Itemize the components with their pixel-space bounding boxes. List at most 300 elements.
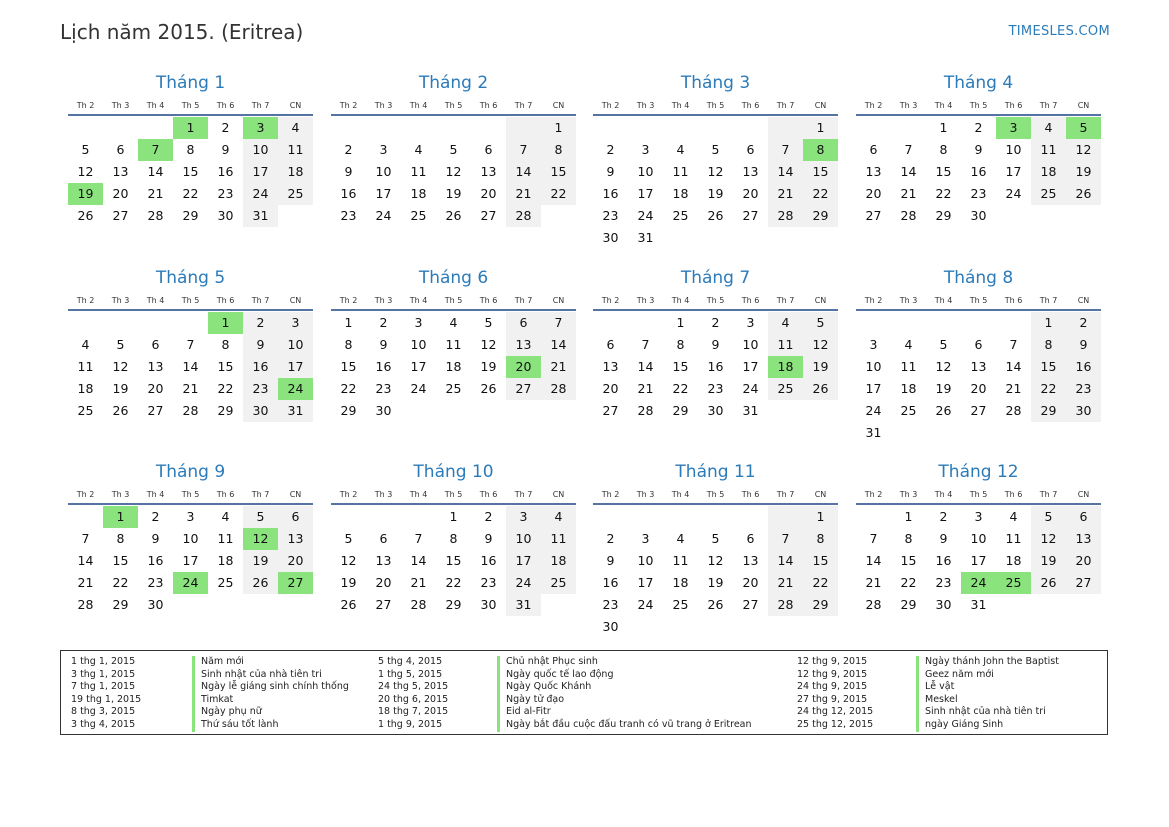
weekday-header-row (331, 485, 576, 503)
day-cell: 25 (77, 403, 94, 418)
week-row (856, 528, 1101, 550)
weekday-header-row (331, 291, 576, 309)
weekday-header: Th 4 (934, 100, 953, 110)
week-row (331, 400, 576, 422)
day-cell: 18 (1005, 553, 1022, 568)
week-row (593, 594, 838, 616)
empty-day-cell (856, 312, 891, 334)
day-cell: 12 (340, 553, 357, 568)
empty-day-cell (768, 117, 803, 139)
day-cell: 15 (803, 161, 838, 183)
holiday-day-cell: 1 (103, 506, 138, 528)
month-3 (593, 72, 838, 249)
empty-day-cell (663, 227, 698, 249)
weekday-header-row (68, 485, 313, 503)
legend-holiday-name: Eid al-Fitr (497, 706, 551, 719)
day-cell: 30 (935, 597, 952, 612)
empty-day-cell (768, 227, 803, 249)
day-cell: 7 (541, 312, 576, 334)
day-cell: 3 (746, 315, 755, 330)
day-cell: 30 (602, 619, 619, 634)
day-cell: 18 (541, 550, 576, 572)
day-cell: 18 (672, 186, 689, 201)
day-cell: 31 (243, 205, 278, 227)
month-title: Tháng 5 (155, 268, 226, 288)
holiday-day-cell: 24 (961, 572, 996, 594)
week-row (68, 117, 313, 139)
day-cell: 5 (449, 142, 458, 157)
empty-day-cell (138, 117, 173, 139)
empty-day-cell (593, 312, 628, 334)
day-cell: 13 (865, 164, 882, 179)
empty-day-cell (103, 312, 138, 334)
day-cell: 7 (768, 139, 803, 161)
day-cell: 12 (707, 553, 724, 568)
day-cell: 6 (506, 312, 541, 334)
weekday-header: Th 5 (706, 100, 725, 110)
legend-column (797, 656, 1169, 732)
empty-day-cell (68, 506, 103, 528)
day-cell: 8 (1031, 334, 1066, 356)
day-cell: 12 (112, 359, 129, 374)
legend-holiday-name: Geez năm mới (916, 669, 994, 682)
day-cell: 15 (445, 553, 462, 568)
weekday-header: CN (1077, 295, 1090, 305)
day-cell: 26 (243, 572, 278, 594)
day-cell: 1 (1031, 312, 1066, 334)
empty-day-cell (698, 117, 733, 139)
day-cell: 28 (1005, 403, 1022, 418)
day-cell: 29 (900, 597, 917, 612)
day-cell: 24 (410, 381, 427, 396)
day-cell: 19 (803, 356, 838, 378)
day-cell: 16 (935, 553, 952, 568)
day-cell: 2 (606, 531, 615, 546)
day-cell: 7 (641, 337, 650, 352)
legend-date: 25 thg 12, 2015 (797, 718, 874, 730)
empty-day-cell (278, 594, 313, 616)
day-cell: 10 (375, 164, 392, 179)
weekday-header-row (68, 96, 313, 114)
day-cell: 16 (217, 164, 234, 179)
empty-day-cell (506, 400, 541, 422)
empty-day-cell (593, 506, 628, 528)
day-cell: 13 (742, 164, 759, 179)
day-cell: 15 (340, 359, 357, 374)
empty-day-cell (698, 227, 733, 249)
empty-day-cell (1066, 422, 1101, 444)
day-cell: 21 (768, 183, 803, 205)
weekday-header: CN (552, 100, 565, 110)
empty-day-cell (243, 594, 278, 616)
weekday-header: Th 7 (251, 295, 270, 305)
day-cell: 28 (637, 403, 654, 418)
empty-day-cell (733, 227, 768, 249)
empty-day-cell (733, 117, 768, 139)
legend-holiday-name: Ngày Quốc Khánh (497, 681, 591, 694)
weekday-header: Th 3 (111, 489, 130, 499)
day-cell: 22 (217, 381, 234, 396)
empty-day-cell (733, 616, 768, 638)
legend-date: 1 thg 5, 2015 (378, 668, 443, 680)
weekday-header: Th 3 (636, 295, 655, 305)
week-row (331, 378, 576, 400)
week-row (856, 550, 1101, 572)
day-cell: 24 (637, 597, 654, 612)
weekday-header: Th 2 (76, 100, 95, 110)
legend-item (797, 681, 1169, 694)
day-cell: 5 (484, 315, 493, 330)
day-cell: 8 (541, 139, 576, 161)
weekday-header: Th 6 (479, 295, 498, 305)
weekday-header: Th 6 (479, 100, 498, 110)
empty-day-cell (541, 594, 576, 616)
holiday-day-cell: 18 (768, 356, 803, 378)
brand-link[interactable]: TIMESLES.COM (1008, 24, 1110, 39)
empty-day-cell (926, 312, 961, 334)
day-cell: 20 (602, 381, 619, 396)
day-cell: 22 (803, 572, 838, 594)
day-cell: 2 (939, 509, 948, 524)
empty-day-cell (366, 506, 401, 528)
day-cell: 6 (869, 142, 878, 157)
day-cell: 9 (243, 334, 278, 356)
day-cell: 28 (900, 208, 917, 223)
holiday-day-cell: 27 (278, 572, 313, 594)
weekday-header: Th 2 (864, 489, 883, 499)
day-cell: 3 (414, 315, 423, 330)
day-cell: 2 (243, 312, 278, 334)
legend-date: 7 thg 1, 2015 (71, 681, 136, 693)
day-cell: 22 (900, 575, 917, 590)
holiday-day-cell: 7 (138, 139, 173, 161)
week-row (331, 550, 576, 572)
day-cell: 19 (112, 381, 129, 396)
month-title: Tháng 9 (155, 462, 226, 482)
week-row (331, 117, 576, 139)
weekday-header: Th 4 (934, 295, 953, 305)
day-cell: 19 (707, 575, 724, 590)
month-title: Tháng 11 (675, 462, 756, 482)
day-cell: 6 (974, 337, 983, 352)
day-cell: 21 (506, 183, 541, 205)
day-cell: 2 (1066, 312, 1101, 334)
empty-day-cell (541, 205, 576, 227)
day-cell: 15 (1031, 356, 1066, 378)
empty-day-cell (68, 312, 103, 334)
empty-day-cell (803, 227, 838, 249)
week-row (68, 161, 313, 183)
empty-day-cell (768, 616, 803, 638)
weekday-header: Th 4 (409, 100, 428, 110)
day-cell: 2 (711, 315, 720, 330)
weekday-header: Th 5 (969, 489, 988, 499)
week-row (68, 334, 313, 356)
week-row (593, 183, 838, 205)
day-cell: 21 (410, 575, 427, 590)
day-cell: 22 (541, 183, 576, 205)
weekday-header: Th 6 (479, 489, 498, 499)
day-cell: 22 (803, 183, 838, 205)
legend-date: 19 thg 1, 2015 (71, 693, 142, 705)
empty-day-cell (891, 312, 926, 334)
day-cell: 14 (900, 164, 917, 179)
month-8 (856, 267, 1101, 444)
weekday-header: Th 5 (969, 295, 988, 305)
day-cell: 17 (637, 575, 654, 590)
weekday-header: Th 6 (741, 489, 760, 499)
day-cell: 1 (676, 315, 685, 330)
day-cell: 15 (541, 161, 576, 183)
weekday-header: Th 5 (181, 489, 200, 499)
day-cell: 25 (672, 597, 689, 612)
weekday-header: Th 5 (444, 489, 463, 499)
day-cell: 27 (602, 403, 619, 418)
empty-day-cell (1066, 205, 1101, 227)
weekday-header: Th 5 (706, 489, 725, 499)
day-cell: 18 (410, 186, 427, 201)
day-cell: 4 (768, 312, 803, 334)
empty-day-cell (173, 312, 208, 334)
empty-day-cell (856, 506, 891, 528)
empty-day-cell (663, 117, 698, 139)
empty-day-cell (103, 117, 138, 139)
weekday-header: Th 2 (339, 489, 358, 499)
day-cell: 11 (1031, 139, 1066, 161)
month-10 (331, 461, 576, 616)
day-cell: 10 (182, 531, 199, 546)
empty-day-cell (401, 400, 436, 422)
day-cell: 18 (1031, 161, 1066, 183)
day-cell: 15 (935, 164, 952, 179)
day-cell: 10 (637, 164, 654, 179)
holiday-day-cell: 12 (243, 528, 278, 550)
weekday-header: Th 7 (514, 295, 533, 305)
weekday-header: Th 2 (601, 489, 620, 499)
day-cell: 29 (935, 208, 952, 223)
weekday-header: Th 6 (216, 100, 235, 110)
day-cell: 23 (480, 575, 497, 590)
day-cell: 30 (707, 403, 724, 418)
empty-day-cell (331, 117, 366, 139)
empty-day-cell (926, 422, 961, 444)
week-row (331, 506, 576, 528)
day-cell: 9 (711, 337, 720, 352)
day-cell: 4 (1009, 509, 1018, 524)
weekday-header: Th 7 (776, 295, 795, 305)
day-cell: 26 (77, 208, 94, 223)
weekday-header: Th 5 (444, 295, 463, 305)
weekday-header-row (68, 291, 313, 309)
day-cell: 3 (869, 337, 878, 352)
legend-date: 24 thg 12, 2015 (797, 706, 874, 718)
day-cell: 13 (970, 359, 987, 374)
empty-day-cell (891, 117, 926, 139)
day-cell: 5 (116, 337, 125, 352)
day-cell: 10 (1005, 142, 1022, 157)
legend-item (797, 694, 1169, 707)
weekday-header: Th 4 (409, 295, 428, 305)
legend-holiday-name: ngày Giáng Sinh (916, 719, 1003, 732)
page-title: Lịch năm 2015. (Eritrea) (60, 20, 304, 44)
empty-day-cell (278, 205, 313, 227)
week-row (856, 183, 1101, 205)
day-cell: 8 (186, 142, 195, 157)
day-cell: 2 (151, 509, 160, 524)
day-cell: 17 (742, 359, 759, 374)
day-cell: 22 (672, 381, 689, 396)
day-cell: 19 (1066, 161, 1101, 183)
day-cell: 19 (340, 575, 357, 590)
weekday-header: Th 3 (899, 100, 918, 110)
holiday-day-cell: 5 (1066, 117, 1101, 139)
empty-day-cell (961, 422, 996, 444)
day-cell: 28 (506, 205, 541, 227)
week-row (593, 378, 838, 400)
day-cell: 22 (340, 381, 357, 396)
day-cell: 2 (344, 142, 353, 157)
day-cell: 2 (484, 509, 493, 524)
day-cell: 28 (147, 208, 164, 223)
day-cell: 17 (506, 550, 541, 572)
day-cell: 4 (904, 337, 913, 352)
week-row (856, 572, 1101, 594)
day-cell: 3 (506, 506, 541, 528)
legend-holiday-name: Ngày tử đạo (497, 694, 564, 707)
day-cell: 15 (672, 359, 689, 374)
day-cell: 20 (1066, 550, 1101, 572)
legend-date: 3 thg 1, 2015 (71, 668, 136, 680)
day-cell: 7 (81, 531, 90, 546)
day-cell: 24 (375, 208, 392, 223)
weekday-header-row (593, 96, 838, 114)
day-cell: 7 (768, 528, 803, 550)
month-5 (68, 267, 313, 422)
weekday-header-row (856, 485, 1101, 503)
week-row (593, 334, 838, 356)
day-cell: 5 (344, 531, 353, 546)
day-cell: 24 (243, 183, 278, 205)
day-cell: 17 (278, 356, 313, 378)
day-cell: 14 (865, 553, 882, 568)
weekday-header: Th 4 (671, 100, 690, 110)
legend-column (378, 656, 778, 732)
weekday-header: Th 6 (216, 489, 235, 499)
day-cell: 25 (278, 183, 313, 205)
day-cell: 21 (147, 186, 164, 201)
day-cell: 15 (112, 553, 129, 568)
day-cell: 12 (480, 337, 497, 352)
week-row (593, 312, 838, 334)
day-cell: 24 (742, 381, 759, 396)
holiday-day-cell: 24 (173, 572, 208, 594)
empty-day-cell (1031, 205, 1066, 227)
day-cell: 12 (803, 334, 838, 356)
day-cell: 16 (147, 553, 164, 568)
legend-date: 12 thg 9, 2015 (797, 656, 868, 667)
day-cell: 14 (541, 334, 576, 356)
empty-day-cell (663, 616, 698, 638)
legend-item (378, 694, 778, 707)
weekday-header: Th 6 (216, 295, 235, 305)
day-cell: 8 (676, 337, 685, 352)
day-cell: 21 (1005, 381, 1022, 396)
day-cell: 26 (1031, 572, 1066, 594)
day-cell: 17 (637, 186, 654, 201)
week-row (68, 139, 313, 161)
legend-holiday-name: Thứ sáu tốt lành (192, 719, 278, 732)
legend-date: 27 thg 9, 2015 (797, 693, 868, 705)
month-7 (593, 267, 838, 422)
legend-holiday-name: Ngày phụ nữ (192, 706, 262, 719)
day-cell: 8 (939, 142, 948, 157)
week-row (856, 312, 1101, 334)
holiday-day-cell: 19 (68, 183, 103, 205)
day-cell: 23 (935, 575, 952, 590)
weekday-header: CN (552, 489, 565, 499)
day-cell: 27 (480, 208, 497, 223)
day-cell: 30 (147, 597, 164, 612)
weekday-header: Th 7 (776, 100, 795, 110)
weekday-header: Th 7 (251, 489, 270, 499)
day-cell: 27 (375, 597, 392, 612)
week-row (68, 205, 313, 227)
weekday-header-row (593, 291, 838, 309)
empty-day-cell (891, 422, 926, 444)
week-row (331, 572, 576, 594)
empty-day-cell (68, 117, 103, 139)
day-cell: 9 (221, 142, 230, 157)
week-row (593, 400, 838, 422)
day-cell: 28 (182, 403, 199, 418)
day-cell: 26 (480, 381, 497, 396)
empty-day-cell (996, 312, 1031, 334)
month-title: Tháng 10 (413, 462, 494, 482)
day-cell: 1 (904, 509, 913, 524)
day-cell: 5 (1031, 506, 1066, 528)
day-cell: 4 (278, 117, 313, 139)
week-row (593, 227, 838, 249)
holiday-day-cell: 1 (173, 117, 208, 139)
day-cell: 29 (1031, 400, 1066, 422)
day-cell: 5 (711, 142, 720, 157)
week-row (856, 334, 1101, 356)
empty-day-cell (803, 616, 838, 638)
week-row (68, 550, 313, 572)
day-cell: 23 (602, 597, 619, 612)
day-cell: 13 (112, 164, 129, 179)
legend-item (797, 719, 1169, 732)
day-cell: 6 (1066, 506, 1101, 528)
day-cell: 1 (939, 120, 948, 135)
day-cell: 11 (217, 531, 234, 546)
day-cell: 5 (81, 142, 90, 157)
legend-holiday-name: Ngày lễ giáng sinh chính thống (192, 681, 349, 694)
day-cell: 3 (278, 312, 313, 334)
week-row (331, 528, 576, 550)
day-cell: 22 (935, 186, 952, 201)
day-cell: 28 (865, 597, 882, 612)
day-cell: 20 (742, 575, 759, 590)
day-cell: 4 (81, 337, 90, 352)
empty-day-cell (698, 616, 733, 638)
day-cell: 11 (445, 337, 462, 352)
day-cell: 30 (375, 403, 392, 418)
week-row (856, 506, 1101, 528)
weekday-header-row (856, 291, 1101, 309)
day-cell: 2 (606, 142, 615, 157)
day-cell: 13 (147, 359, 164, 374)
